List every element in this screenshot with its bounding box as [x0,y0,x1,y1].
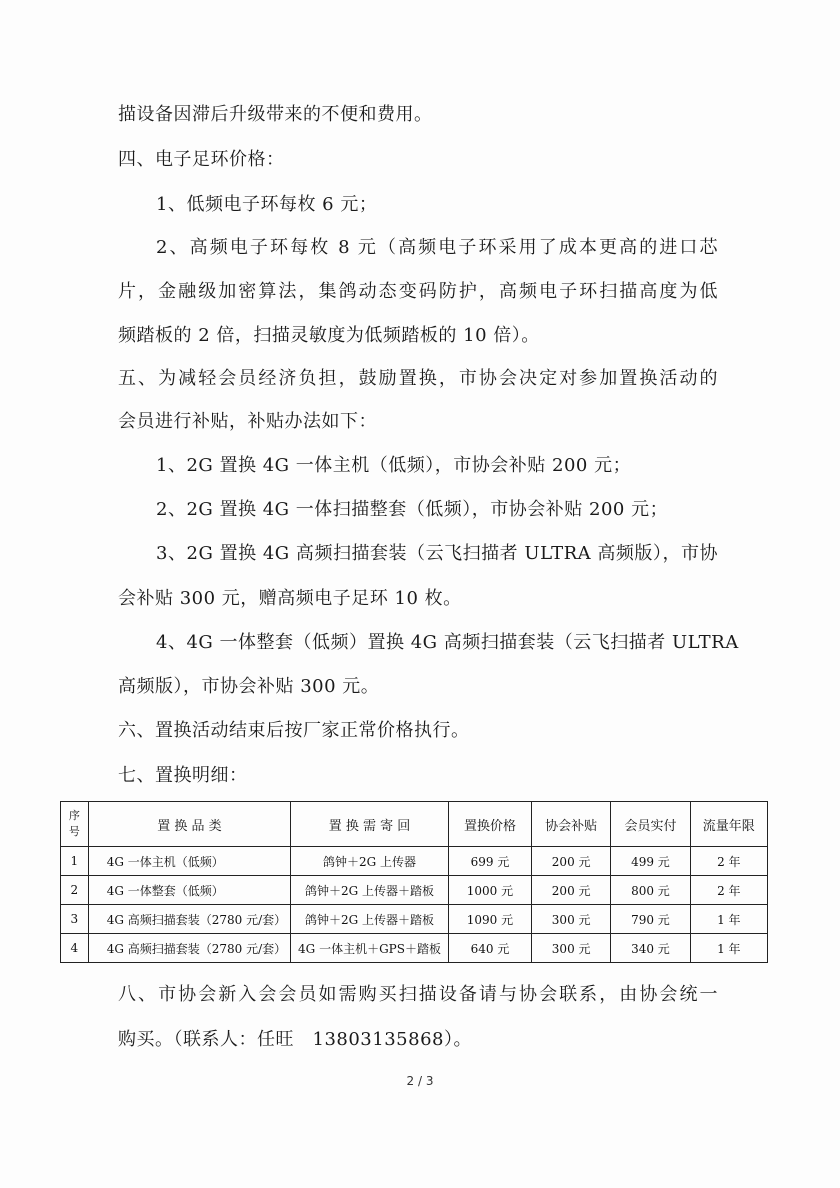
section-heading-normal-price: 六、置换活动结束后按厂家正常价格执行。 [118,720,470,741]
paragraph-line: 购买。（联系人：任旺 13803135868）。 [118,1029,472,1050]
cell-price: 1000 元 [448,876,531,905]
list-item: 1、2G 置换 4G 一体主机（低频），市协会补贴 200 元； [156,455,632,476]
table-row [61,847,768,876]
replacement-details-table [60,801,768,963]
cell-seq: 1 [61,847,89,876]
cell-seq: 4 [61,934,89,963]
list-item: 1、低频电子环每枚 6 元； [156,194,378,215]
cell-pay: 790 元 [611,905,690,934]
cell-pay: 499 元 [611,847,690,876]
cell-pay: 340 元 [611,934,690,963]
paragraph-line: 描设备因滞后升级带来的不便和费用。 [118,104,433,125]
header-seq-top: 序 [68,809,80,822]
cell-subsidy: 300 元 [532,934,611,963]
cell-price: 699 元 [448,847,531,876]
paragraph-line: 会补贴 300 元，赠高频电子足环 10 枚。 [118,588,462,609]
header-category: 置 换 品 类 [88,802,290,847]
list-item: 3、2G 置换 4G 高频扫描套装（云飞扫描者 ULTRA 高频版），市协 [156,543,718,564]
cell-category: 4G 一体整套（低频） [88,876,290,905]
cell-subsidy: 200 元 [532,847,611,876]
list-item: 4、4G 一体整套（低频）置换 4G 高频扫描套装（云飞扫描者 ULTRA [156,632,739,653]
cell-price: 640 元 [448,934,531,963]
section-heading-details: 七、置换明细： [118,765,248,786]
cell-return-items: 4G 一体主机＋GPS＋踏板 [291,934,449,963]
table-row [61,905,768,934]
cell-return-items: 鸽钟＋2G 上传器＋踏板 [291,905,449,934]
list-item: 2、2G 置换 4G 一体扫描整套（低频），市协会补贴 200 元； [156,499,669,520]
table-row [61,934,768,963]
list-item: 2、高频电子环每枚 8 元（高频电子环采用了成本更高的进口芯 [156,237,718,258]
header-seq [61,802,89,847]
header-price: 置换价格 [448,802,531,847]
cell-years: 2 年 [690,847,767,876]
cell-category: 4G 高频扫描套装（2780 元/套） [88,905,290,934]
section-heading-subsidy: 五、为减轻会员经济负担，鼓励置换，市协会决定对参加置换活动的 [118,368,718,389]
cell-subsidy: 200 元 [532,876,611,905]
header-pay: 会员实付 [611,802,690,847]
cell-category: 4G 一体主机（低频） [88,847,290,876]
table-header-row [61,802,768,847]
cell-price: 1090 元 [448,905,531,934]
cell-years: 1 年 [690,934,767,963]
cell-return-items: 鸽钟＋2G 上传器 [291,847,449,876]
cell-years: 2 年 [690,876,767,905]
page-number: 2 / 3 [406,1074,434,1088]
header-subsidy: 协会补贴 [532,802,611,847]
cell-seq: 2 [61,876,89,905]
cell-return-items: 鸽钟＋2G 上传器＋踏板 [291,876,449,905]
cell-pay: 800 元 [611,876,690,905]
cell-seq: 3 [61,905,89,934]
header-seq-bottom: 号 [68,825,80,838]
paragraph-line: 高频版），市协会补贴 300 元。 [118,676,380,697]
table-row [61,876,768,905]
paragraph-line: 频踏板的 2 倍，扫描灵敏度为低频踏板的 10 倍）。 [118,325,540,346]
header-return-items: 置 换 需 寄 回 [291,802,449,847]
cell-category: 4G 高频扫描套装（2780 元/套） [88,934,290,963]
header-years: 流量年限 [690,802,767,847]
section-heading-price: 四、电子足环价格： [118,149,285,170]
section-heading-purchase: 八、市协会新入会会员如需购买扫描设备请与协会联系，由协会统一 [118,984,718,1005]
paragraph-line: 会员进行补贴，补贴办法如下： [118,411,377,432]
cell-subsidy: 300 元 [532,905,611,934]
cell-years: 1 年 [690,905,767,934]
paragraph-line: 片，金融级加密算法，集鸽动态变码防护，高频电子环扫描高度为低 [118,281,718,302]
